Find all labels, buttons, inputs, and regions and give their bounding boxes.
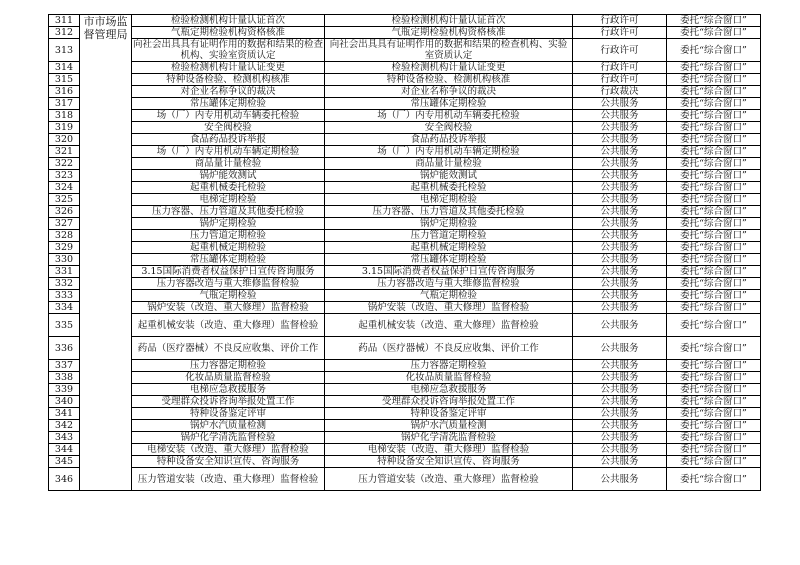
handling-mode-cell: 委托“综合窗口” bbox=[667, 158, 761, 170]
item-subname-cell: 锅炉能效测试 bbox=[325, 170, 573, 182]
item-type-cell: 行政许可 bbox=[573, 62, 667, 74]
row-number-cell: 313 bbox=[49, 39, 80, 62]
item-type-cell: 行政裁决 bbox=[573, 86, 667, 98]
item-type-cell: 公共服务 bbox=[573, 206, 667, 218]
row-number-cell: 346 bbox=[49, 468, 80, 491]
table-row bbox=[49, 27, 761, 39]
row-number-cell: 337 bbox=[49, 360, 80, 372]
item-name-cell: 电梯安装（改造、重大修理）监督检验 bbox=[132, 444, 325, 456]
item-subname-cell: 起重机械委托检验 bbox=[325, 182, 573, 194]
item-type-cell: 公共服务 bbox=[573, 456, 667, 468]
item-subname-cell: 检验检测机构计量认证首次 bbox=[325, 15, 573, 27]
item-name-cell: 场（厂）内专用机动车辆定期检验 bbox=[132, 146, 325, 158]
item-subname-cell: 特种设备检验、检测机构核准 bbox=[325, 74, 573, 86]
row-number-cell: 338 bbox=[49, 372, 80, 384]
item-type-cell: 公共服务 bbox=[573, 242, 667, 254]
handling-mode-cell: 委托“综合窗口” bbox=[667, 182, 761, 194]
item-subname-cell: 压力管道定期检验 bbox=[325, 230, 573, 242]
handling-mode-cell: 委托“综合窗口” bbox=[667, 408, 761, 420]
service-table bbox=[48, 14, 761, 491]
item-name-cell: 常压罐体定期检验 bbox=[132, 98, 325, 110]
item-subname-cell: 常压罐体定期检验 bbox=[325, 98, 573, 110]
item-type-cell: 公共服务 bbox=[573, 302, 667, 314]
item-type-cell: 公共服务 bbox=[573, 408, 667, 420]
handling-mode-cell: 委托“综合窗口” bbox=[667, 420, 761, 432]
row-number-cell: 311 bbox=[49, 15, 80, 27]
table-row bbox=[49, 74, 761, 86]
row-number-cell: 332 bbox=[49, 278, 80, 290]
service-list-sheet bbox=[48, 14, 760, 491]
handling-mode-cell: 委托“综合窗口” bbox=[667, 468, 761, 491]
table-row bbox=[49, 122, 761, 134]
row-number-cell: 325 bbox=[49, 194, 80, 206]
item-name-cell: 电梯应急救援服务 bbox=[132, 384, 325, 396]
item-subname-cell: 特种设备安全知识宣传、咨询服务 bbox=[325, 456, 573, 468]
item-type-cell: 公共服务 bbox=[573, 384, 667, 396]
item-name-cell: 受理群众投诉咨询举报处置工作 bbox=[132, 396, 325, 408]
row-number-cell: 330 bbox=[49, 254, 80, 266]
row-number-cell: 340 bbox=[49, 396, 80, 408]
handling-mode-cell: 委托“综合窗口” bbox=[667, 278, 761, 290]
table-row bbox=[49, 170, 761, 182]
item-type-cell: 公共服务 bbox=[573, 110, 667, 122]
row-number-cell: 324 bbox=[49, 182, 80, 194]
item-name-cell: 电梯定期检验 bbox=[132, 194, 325, 206]
handling-mode-cell: 委托“综合窗口” bbox=[667, 444, 761, 456]
row-number-cell: 319 bbox=[49, 122, 80, 134]
item-name-cell: 食品药品投诉举报 bbox=[132, 134, 325, 146]
item-subname-cell: 场（厂）内专用机动车辆委托检验 bbox=[325, 110, 573, 122]
row-number-cell: 316 bbox=[49, 86, 80, 98]
item-name-cell: 对企业名称争议的裁决 bbox=[132, 86, 325, 98]
table-row bbox=[49, 444, 761, 456]
table-row bbox=[49, 110, 761, 122]
item-subname-cell: 锅炉化学清洗监督检验 bbox=[325, 432, 573, 444]
table-row bbox=[49, 206, 761, 218]
handling-mode-cell: 委托“综合窗口” bbox=[667, 110, 761, 122]
handling-mode-cell: 委托“综合窗口” bbox=[667, 337, 761, 360]
item-name-cell: 商品量计量检验 bbox=[132, 158, 325, 170]
item-name-cell: 3.15国际消费者权益保护日宣传咨询服务 bbox=[132, 266, 325, 278]
row-number-cell: 317 bbox=[49, 98, 80, 110]
item-subname-cell: 气瓶定期检验机构资格核准 bbox=[325, 27, 573, 39]
table-row bbox=[49, 15, 761, 27]
item-name-cell: 锅炉化学清洗监督检验 bbox=[132, 432, 325, 444]
item-subname-cell: 锅炉定期检验 bbox=[325, 218, 573, 230]
item-subname-cell: 电梯安装（改造、重大修理）监督检验 bbox=[325, 444, 573, 456]
row-number-cell: 320 bbox=[49, 134, 80, 146]
row-number-cell: 315 bbox=[49, 74, 80, 86]
item-subname-cell: 安全阀校验 bbox=[325, 122, 573, 134]
handling-mode-cell: 委托“综合窗口” bbox=[667, 384, 761, 396]
item-subname-cell: 受理群众投诉咨询举报处置工作 bbox=[325, 396, 573, 408]
item-type-cell: 公共服务 bbox=[573, 290, 667, 302]
item-name-cell: 压力管道安装（改造、重大修理）监督检验 bbox=[132, 468, 325, 491]
item-name-cell: 压力容器定期检验 bbox=[132, 360, 325, 372]
item-name-cell: 起重机械定期检验 bbox=[132, 242, 325, 254]
row-number-cell: 312 bbox=[49, 27, 80, 39]
item-subname-cell: 电梯定期检验 bbox=[325, 194, 573, 206]
item-type-cell: 公共服务 bbox=[573, 278, 667, 290]
row-number-cell: 329 bbox=[49, 242, 80, 254]
item-name-cell: 气瓶定期检验机构资格核准 bbox=[132, 27, 325, 39]
item-type-cell: 公共服务 bbox=[573, 396, 667, 408]
item-type-cell: 公共服务 bbox=[573, 444, 667, 456]
item-subname-cell: 化妆品质量监督检验 bbox=[325, 372, 573, 384]
table-row bbox=[49, 432, 761, 444]
item-type-cell: 公共服务 bbox=[573, 420, 667, 432]
table-row bbox=[49, 372, 761, 384]
item-type-cell: 公共服务 bbox=[573, 122, 667, 134]
item-type-cell: 公共服务 bbox=[573, 468, 667, 491]
item-type-cell: 行政许可 bbox=[573, 27, 667, 39]
item-name-cell: 锅炉能效测试 bbox=[132, 170, 325, 182]
handling-mode-cell: 委托“综合窗口” bbox=[667, 302, 761, 314]
handling-mode-cell: 委托“综合窗口” bbox=[667, 372, 761, 384]
table-row bbox=[49, 134, 761, 146]
table-row bbox=[49, 254, 761, 266]
service-table-body bbox=[49, 15, 761, 491]
item-name-cell: 检验检测机构计量认证首次 bbox=[132, 15, 325, 27]
table-row bbox=[49, 218, 761, 230]
item-subname-cell: 起重机械安装（改造、重大修理）监督检验 bbox=[325, 314, 573, 337]
item-subname-cell: 压力容器定期检验 bbox=[325, 360, 573, 372]
item-type-cell: 公共服务 bbox=[573, 254, 667, 266]
item-name-cell: 药品（医疗器械）不良反应收集、评价工作 bbox=[132, 337, 325, 360]
item-type-cell: 公共服务 bbox=[573, 432, 667, 444]
handling-mode-cell: 委托“综合窗口” bbox=[667, 314, 761, 337]
item-type-cell: 公共服务 bbox=[573, 372, 667, 384]
item-name-cell: 检验检测机构计量认证变更 bbox=[132, 62, 325, 74]
table-row bbox=[49, 182, 761, 194]
item-type-cell: 公共服务 bbox=[573, 194, 667, 206]
handling-mode-cell: 委托“综合窗口” bbox=[667, 146, 761, 158]
row-number-cell: 322 bbox=[49, 158, 80, 170]
item-subname-cell: 食品药品投诉举报 bbox=[325, 134, 573, 146]
item-subname-cell: 检验检测机构计量认证变更 bbox=[325, 62, 573, 74]
item-subname-cell: 压力容器改造与重大维修监督检验 bbox=[325, 278, 573, 290]
row-number-cell: 342 bbox=[49, 420, 80, 432]
item-subname-cell: 向社会出具具有证明作用的数据和结果的检查机构、实验室资质认定 bbox=[325, 39, 573, 62]
table-row bbox=[49, 396, 761, 408]
table-row bbox=[49, 242, 761, 254]
item-type-cell: 公共服务 bbox=[573, 314, 667, 337]
item-name-cell: 常压罐体定期检验 bbox=[132, 254, 325, 266]
item-name-cell: 压力管道定期检验 bbox=[132, 230, 325, 242]
item-name-cell: 向社会出具具有证明作用的数据和结果的检查机构、实验室资质认定 bbox=[133, 39, 324, 61]
table-row bbox=[49, 360, 761, 372]
table-row bbox=[49, 337, 761, 360]
item-type-cell: 公共服务 bbox=[573, 158, 667, 170]
table-row bbox=[49, 314, 761, 337]
item-subname-cell: 对企业名称争议的裁决 bbox=[325, 86, 573, 98]
row-number-cell: 345 bbox=[49, 456, 80, 468]
table-row bbox=[49, 158, 761, 170]
table-row bbox=[49, 456, 761, 468]
item-type-cell: 公共服务 bbox=[573, 360, 667, 372]
item-name-cell: 起重机械安装（改造、重大修理）监督检验 bbox=[132, 314, 325, 337]
row-number-cell: 336 bbox=[49, 337, 80, 360]
handling-mode-cell: 委托“综合窗口” bbox=[667, 206, 761, 218]
item-name-cell: 锅炉定期检验 bbox=[132, 218, 325, 230]
item-type-cell: 公共服务 bbox=[573, 134, 667, 146]
handling-mode-cell: 委托“综合窗口” bbox=[667, 134, 761, 146]
item-name-cell: 锅炉水汽质量检测 bbox=[132, 420, 325, 432]
handling-mode-cell: 委托“综合窗口” bbox=[667, 396, 761, 408]
item-subname-cell: 场（厂）内专用机动车辆定期检验 bbox=[325, 146, 573, 158]
row-number-cell: 326 bbox=[49, 206, 80, 218]
handling-mode-cell: 委托“综合窗口” bbox=[667, 86, 761, 98]
table-row bbox=[49, 98, 761, 110]
row-number-cell: 344 bbox=[49, 444, 80, 456]
table-row bbox=[49, 408, 761, 420]
item-subname-cell: 商品量计量检验 bbox=[325, 158, 573, 170]
row-number-cell: 314 bbox=[49, 62, 80, 74]
table-row bbox=[49, 290, 761, 302]
row-number-cell: 318 bbox=[49, 110, 80, 122]
item-name-cell: 特种设备检验、检测机构核准 bbox=[132, 74, 325, 86]
item-subname-cell: 锅炉水汽质量检测 bbox=[325, 420, 573, 432]
item-name-cell: 化妆品质量监督检验 bbox=[132, 372, 325, 384]
row-number-cell: 334 bbox=[49, 302, 80, 314]
item-type-cell: 公共服务 bbox=[573, 98, 667, 110]
table-row bbox=[49, 230, 761, 242]
item-type-cell: 公共服务 bbox=[573, 337, 667, 360]
handling-mode-cell: 委托“综合窗口” bbox=[667, 360, 761, 372]
handling-mode-cell: 委托“综合窗口” bbox=[667, 194, 761, 206]
item-type-cell: 公共服务 bbox=[573, 266, 667, 278]
item-type-cell: 公共服务 bbox=[573, 230, 667, 242]
item-name-cell: 压力容器、压力管道及其他委托检验 bbox=[132, 206, 325, 218]
row-number-cell: 341 bbox=[49, 408, 80, 420]
row-number-cell: 328 bbox=[49, 230, 80, 242]
row-number-cell: 343 bbox=[49, 432, 80, 444]
row-number-cell: 321 bbox=[49, 146, 80, 158]
table-row bbox=[49, 468, 761, 491]
row-number-cell: 335 bbox=[49, 314, 80, 337]
item-name-cell: 锅炉安装（改造、重大修理）监督检验 bbox=[132, 302, 325, 314]
row-number-cell: 333 bbox=[49, 290, 80, 302]
department-cell: 市市场监督管理局 bbox=[80, 15, 132, 491]
table-row bbox=[49, 302, 761, 314]
item-type-cell: 公共服务 bbox=[573, 218, 667, 230]
item-subname-cell: 起重机械定期检验 bbox=[325, 242, 573, 254]
table-row bbox=[49, 384, 761, 396]
item-type-cell: 行政许可 bbox=[573, 15, 667, 27]
table-row bbox=[49, 146, 761, 158]
handling-mode-cell: 委托“综合窗口” bbox=[667, 432, 761, 444]
item-type-cell: 公共服务 bbox=[573, 182, 667, 194]
handling-mode-cell: 委托“综合窗口” bbox=[667, 170, 761, 182]
item-type-cell: 行政许可 bbox=[573, 39, 667, 62]
handling-mode-cell: 委托“综合窗口” bbox=[667, 15, 761, 27]
handling-mode-cell: 委托“综合窗口” bbox=[667, 290, 761, 302]
item-subname-cell: 锅炉安装（改造、重大修理）监督检验 bbox=[325, 302, 573, 314]
item-type-cell: 公共服务 bbox=[573, 170, 667, 182]
item-name-cell: 特种设备鉴定评审 bbox=[132, 408, 325, 420]
table-row bbox=[49, 86, 761, 98]
row-number-cell: 339 bbox=[49, 384, 80, 396]
table-row bbox=[49, 62, 761, 74]
handling-mode-cell: 委托“综合窗口” bbox=[667, 230, 761, 242]
table-row bbox=[49, 420, 761, 432]
handling-mode-cell: 委托“综合窗口” bbox=[667, 218, 761, 230]
handling-mode-cell: 委托“综合窗口” bbox=[667, 62, 761, 74]
item-subname-cell: 特种设备鉴定评审 bbox=[325, 408, 573, 420]
item-type-cell: 公共服务 bbox=[573, 146, 667, 158]
handling-mode-cell: 委托“综合窗口” bbox=[667, 242, 761, 254]
handling-mode-cell: 委托“综合窗口” bbox=[667, 98, 761, 110]
item-name-cell: 起重机械委托检验 bbox=[132, 182, 325, 194]
item-name-cell: 场（厂）内专用机动车辆委托检验 bbox=[132, 110, 325, 122]
handling-mode-cell: 委托“综合窗口” bbox=[667, 254, 761, 266]
item-subname-cell: 压力容器、压力管道及其他委托检验 bbox=[325, 206, 573, 218]
handling-mode-cell: 委托“综合窗口” bbox=[667, 122, 761, 134]
item-name-cell: 压力容器改造与重大维修监督检验 bbox=[132, 278, 325, 290]
item-name-cell: 安全阀校验 bbox=[132, 122, 325, 134]
row-number-cell: 327 bbox=[49, 218, 80, 230]
handling-mode-cell: 委托“综合窗口” bbox=[667, 456, 761, 468]
handling-mode-cell: 委托“综合窗口” bbox=[667, 39, 761, 62]
table-row bbox=[49, 194, 761, 206]
table-row bbox=[49, 39, 761, 62]
item-subname-cell: 药品（医疗器械）不良反应收集、评价工作 bbox=[325, 337, 573, 360]
handling-mode-cell: 委托“综合窗口” bbox=[667, 266, 761, 278]
table-row bbox=[49, 266, 761, 278]
item-name-cell: 气瓶定期检验 bbox=[132, 290, 325, 302]
item-subname-cell: 气瓶定期检验 bbox=[325, 290, 573, 302]
item-name-cell: 特种设备安全知识宣传、咨询服务 bbox=[132, 456, 325, 468]
item-subname-cell: 压力管道安装（改造、重大修理）监督检验 bbox=[325, 468, 573, 491]
item-type-cell: 行政许可 bbox=[573, 74, 667, 86]
table-row bbox=[49, 278, 761, 290]
row-number-cell: 331 bbox=[49, 266, 80, 278]
item-subname-cell: 电梯应急救援服务 bbox=[325, 384, 573, 396]
handling-mode-cell: 委托“综合窗口” bbox=[667, 27, 761, 39]
handling-mode-cell: 委托“综合窗口” bbox=[667, 74, 761, 86]
item-subname-cell: 常压罐体定期检验 bbox=[325, 254, 573, 266]
row-number-cell: 323 bbox=[49, 170, 80, 182]
item-subname-cell: 3.15国际消费者权益保护日宣传咨询服务 bbox=[325, 266, 573, 278]
